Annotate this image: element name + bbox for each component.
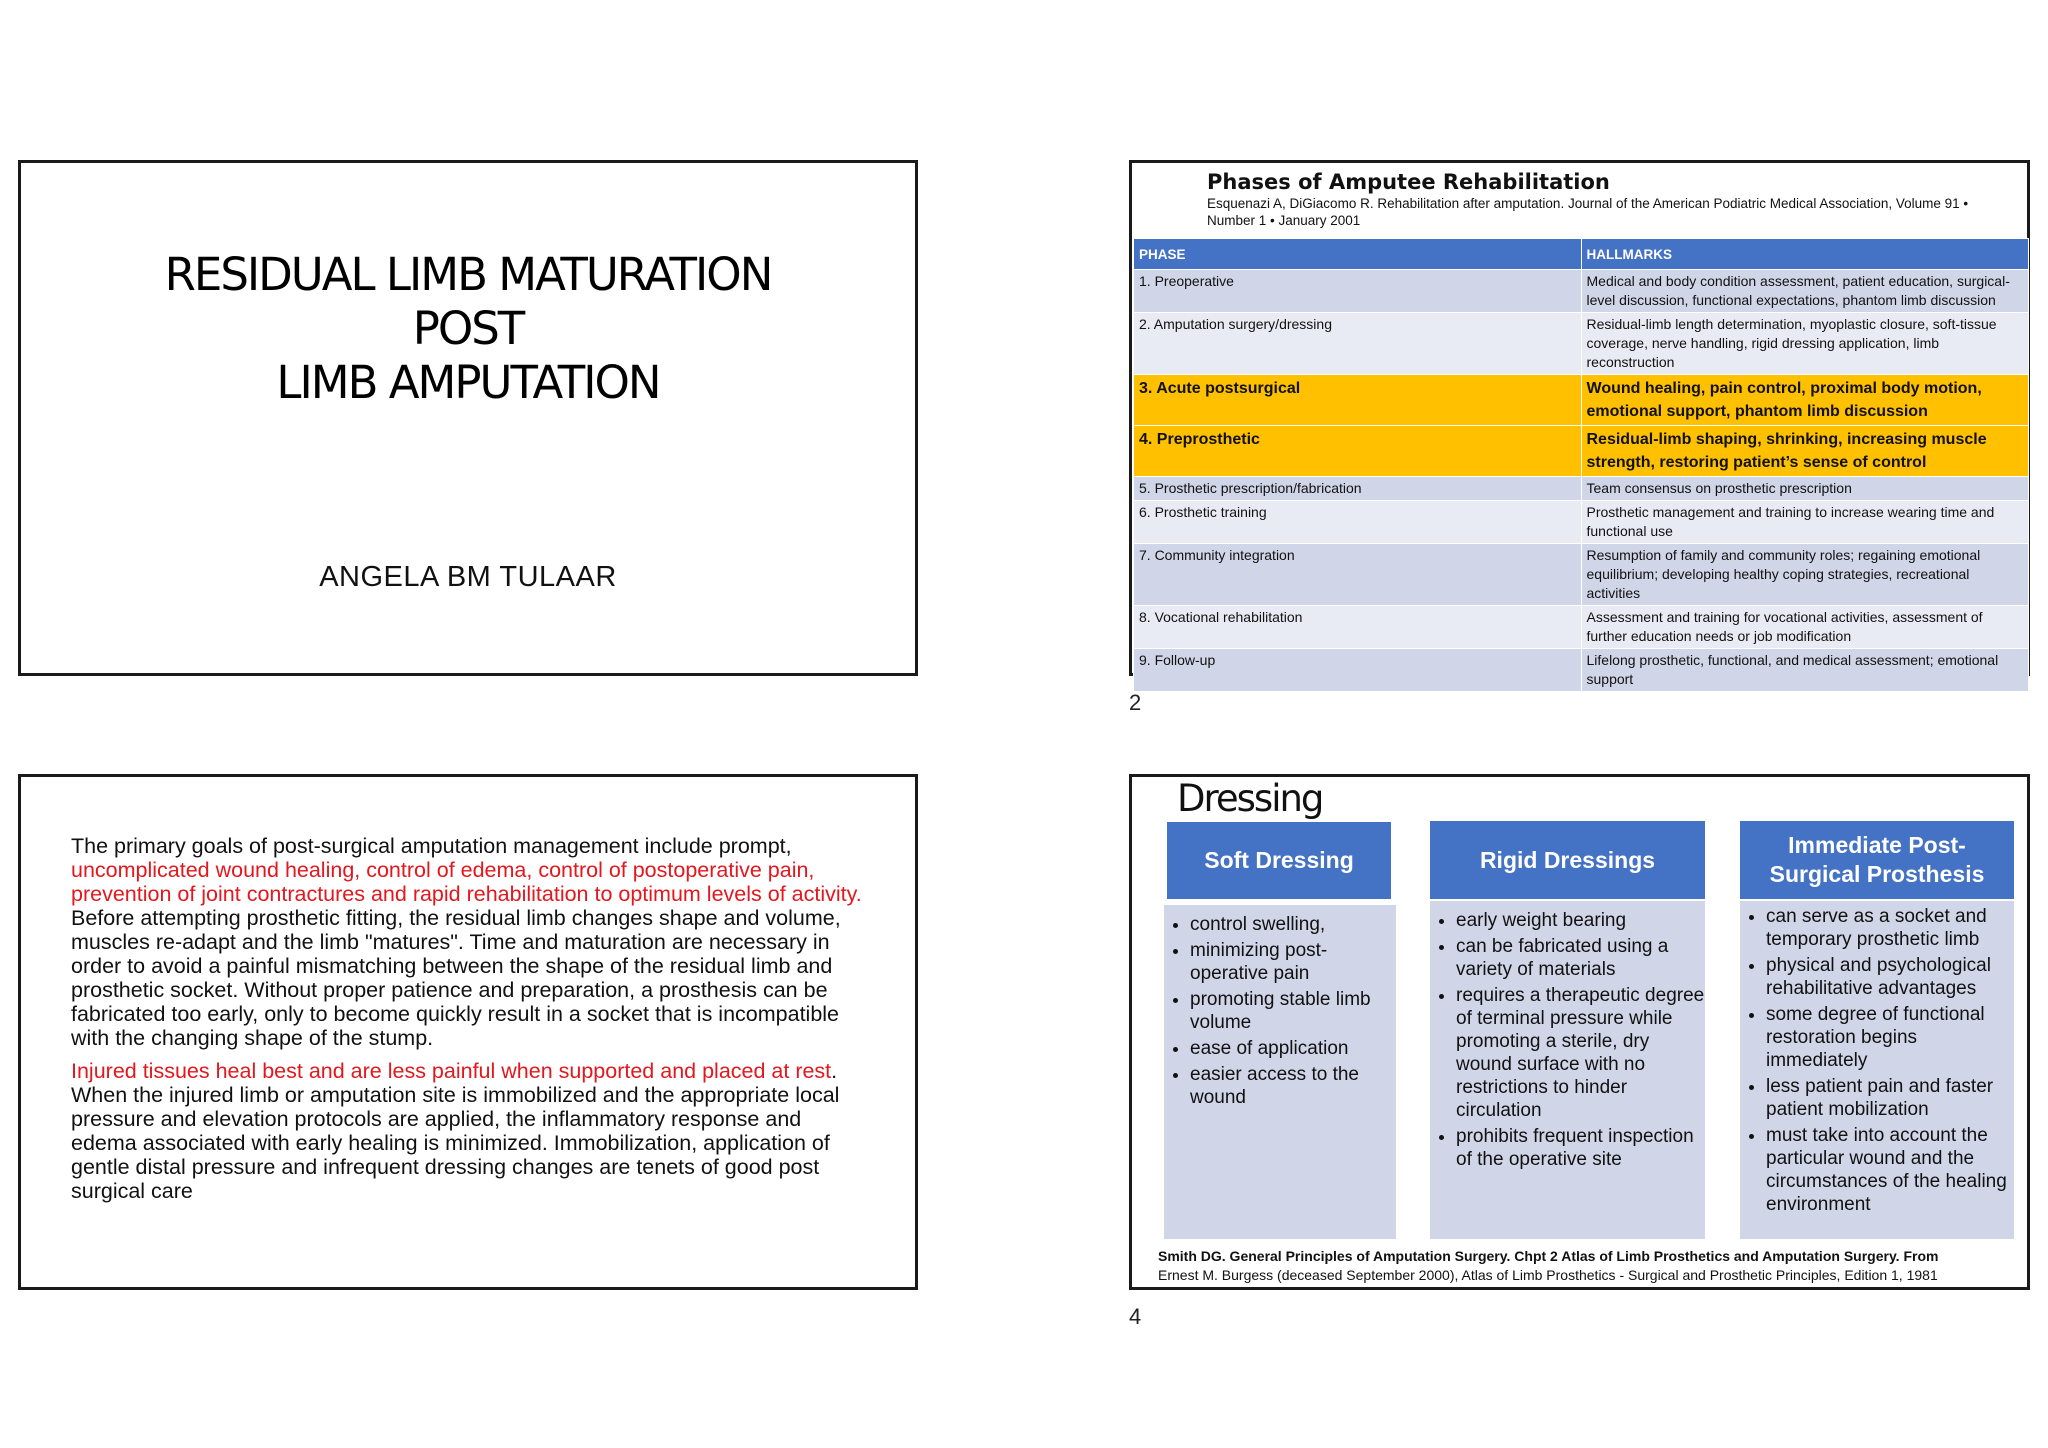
- page-number-4: 4: [1129, 1304, 1142, 1329]
- list-item: • requires a therapeutic degree of terminal pressure while promoting a sterile, dry wound surface with no restrictions to hinder circulation: [1456, 984, 1705, 1122]
- slide-4-reference: [1158, 1247, 2018, 1285]
- phase-cell: 9. Follow-up: [1134, 649, 1582, 692]
- slide-2-phases-table: [1129, 160, 2030, 687]
- hallmarks-cell: Assessment and training for vocational activities, assessment of further education needs or job modification: [1581, 606, 2029, 649]
- slide-3-text: [18, 774, 918, 1290]
- paragraph-1-highlight: uncomplicated wound healing, control of edema, control of postoperative pain, prevention of joint contractures and rapid rehabilitation to optimum levels of activity.: [71, 858, 862, 906]
- list-item: • promoting stable limb volume: [1190, 988, 1396, 1034]
- phase-cell: 8. Vocational rehabilitation: [1134, 606, 1582, 649]
- list-item: • less patient pain and faster patient mobilization: [1766, 1075, 2014, 1121]
- phase-cell: 7. Community integration: [1134, 544, 1582, 606]
- rigid-dressings-heading: Rigid Dressings: [1430, 821, 1705, 899]
- table-row: [1134, 270, 2029, 313]
- list-item: • early weight bearing: [1456, 909, 1705, 932]
- phase-cell: 6. Prosthetic training: [1134, 501, 1582, 544]
- list-item: • physical and psychological rehabilitative advantages: [1766, 954, 2014, 1000]
- slide-2-citation: Esquenazi A, DiGiacomo R. Rehabilitation after amputation. Journal of the American Podiatric Medical Association, Volume 91 • Number 1 • January 2001: [1207, 196, 1969, 228]
- list-item: • prohibits frequent inspection of the operative site: [1456, 1125, 1705, 1171]
- hallmarks-cell: Medical and body condition assessment, patient education, surgical-level discussion, functional expectations, phantom limb discussion: [1581, 270, 2029, 313]
- phase-cell: 2. Amputation surgery/dressing: [1134, 313, 1582, 375]
- list-item: • easier access to the wound: [1190, 1063, 1396, 1109]
- phase-cell: 4. Preprosthetic: [1134, 426, 1582, 477]
- table-row: [1134, 477, 2029, 501]
- phases-table: [1133, 238, 2029, 692]
- paragraph-1: [71, 834, 871, 1050]
- column-header-hallmarks: HALLMARKS: [1581, 239, 2029, 270]
- list-item: • control swelling,: [1190, 913, 1396, 936]
- list-item: • must take into account the particular wound and the circumstances of the healing environment: [1766, 1124, 2014, 1216]
- table-row-highlighted: [1134, 426, 2029, 477]
- immediate-prosthesis-heading: Immediate Post-Surgical Prosthesis: [1740, 821, 2014, 899]
- slide-4-title: Dressing: [1177, 777, 1323, 820]
- immediate-prosthesis-list: [1740, 905, 2014, 1216]
- hallmarks-cell: Prosthetic management and training to increase wearing time and functional use: [1581, 501, 2029, 544]
- rigid-dressings-panel: [1430, 901, 1705, 1239]
- rigid-dressings-list: [1430, 909, 1705, 1171]
- paragraph-2: [71, 1059, 871, 1203]
- table-header-row: [1134, 239, 2029, 270]
- list-item: • can serve as a socket and temporary prosthetic limb: [1766, 905, 2014, 951]
- soft-dressing-list: [1164, 913, 1396, 1109]
- paragraph-1-end: Before attempting prosthetic fitting, the residual limb changes shape and volume, muscles re-adapt and the limb "matures". Time and maturation are necessary in order to avoid a painful mismatching between the shape of the residual limb and prosthetic socket. Without proper patience and preparation, a prosthesis can be fabricated too early, only to become quickly result in a socket that is incompatible with the changing shape of the stump.: [71, 906, 841, 1050]
- author-name: ANGELA BM TULAAR: [319, 561, 617, 593]
- hallmarks-cell: Residual-limb shaping, shrinking, increasing muscle strength, restoring patient’s sense of control: [1581, 426, 2029, 477]
- hallmarks-cell: Residual-limb length determination, myoplastic closure, soft-tissue coverage, nerve handling, rigid dressing application, limb reconstruction: [1581, 313, 2029, 375]
- slide-2-title: Phases of Amputee Rehabilitation: [1207, 170, 1610, 194]
- slide-1-heading: [21, 248, 915, 410]
- phase-cell: 5. Prosthetic prescription/fabrication: [1134, 477, 1582, 501]
- title-line-2: POST: [412, 302, 524, 355]
- table-row: [1134, 606, 2029, 649]
- hallmarks-cell: Lifelong prosthetic, functional, and medical assessment; emotional support: [1581, 649, 2029, 692]
- soft-dressing-heading: Soft Dressing: [1167, 822, 1391, 899]
- table-row: [1134, 649, 2029, 692]
- page-number-2: 2: [1129, 690, 1142, 715]
- table-row: [1134, 501, 2029, 544]
- title-line-1: RESIDUAL LIMB MATURATION: [164, 248, 772, 301]
- phase-cell: 3. Acute postsurgical: [1134, 375, 1582, 426]
- paragraph-2-highlight: Injured tissues heal best and are less painful when supported and placed at rest: [71, 1059, 832, 1083]
- slide-4-dressing: [1129, 774, 2030, 1290]
- paragraph-2-end: . When the injured limb or amputation site is immobilized and the appropriate local pressure and elevation protocols are applied, the inflammatory response and edema associated with early healing is minimized. Immobilization, application of gentle distal pressure and infrequent dressing changes are tenets of good post surgical care: [71, 1059, 840, 1203]
- slide-1-title: [18, 160, 918, 676]
- immediate-prosthesis-panel: [1740, 901, 2014, 1239]
- list-item: • ease of application: [1190, 1037, 1396, 1060]
- list-item: • some degree of functional restoration begins immediately: [1766, 1003, 2014, 1072]
- slide-2-header: [1207, 169, 2007, 229]
- table-row: [1134, 544, 2029, 606]
- paragraph-1-start: The primary goals of post-surgical amputation management include prompt,: [71, 834, 792, 858]
- soft-dressing-panel: [1164, 905, 1396, 1239]
- reference-line-1: Smith DG. General Principles of Amputation Surgery. Chpt 2 Atlas of Limb Prosthetics and Amputation Surgery. From: [1158, 1248, 1939, 1264]
- title-line-3: LIMB AMPUTATION: [276, 356, 660, 409]
- list-item: • minimizing post-operative pain: [1190, 939, 1396, 985]
- hallmarks-cell: Team consensus on prosthetic prescription: [1581, 477, 2029, 501]
- reference-line-2: Ernest M. Burgess (deceased September 2000), Atlas of Limb Prosthetics - Surgical and Prosthetic Principles, Edition 1, 1981: [1158, 1267, 1938, 1283]
- column-header-phase: PHASE: [1134, 239, 1582, 270]
- table-row: [1134, 313, 2029, 375]
- phase-cell: 1. Preoperative: [1134, 270, 1582, 313]
- hallmarks-cell: Resumption of family and community roles; regaining emotional equilibrium; developing healthy coping strategies, recreational activities: [1581, 544, 2029, 606]
- slide-3-body: [71, 834, 871, 1212]
- list-item: • can be fabricated using a variety of materials: [1456, 935, 1705, 981]
- hallmarks-cell: Wound healing, pain control, proximal body motion, emotional support, phantom limb discussion: [1581, 375, 2029, 426]
- table-row-highlighted: [1134, 375, 2029, 426]
